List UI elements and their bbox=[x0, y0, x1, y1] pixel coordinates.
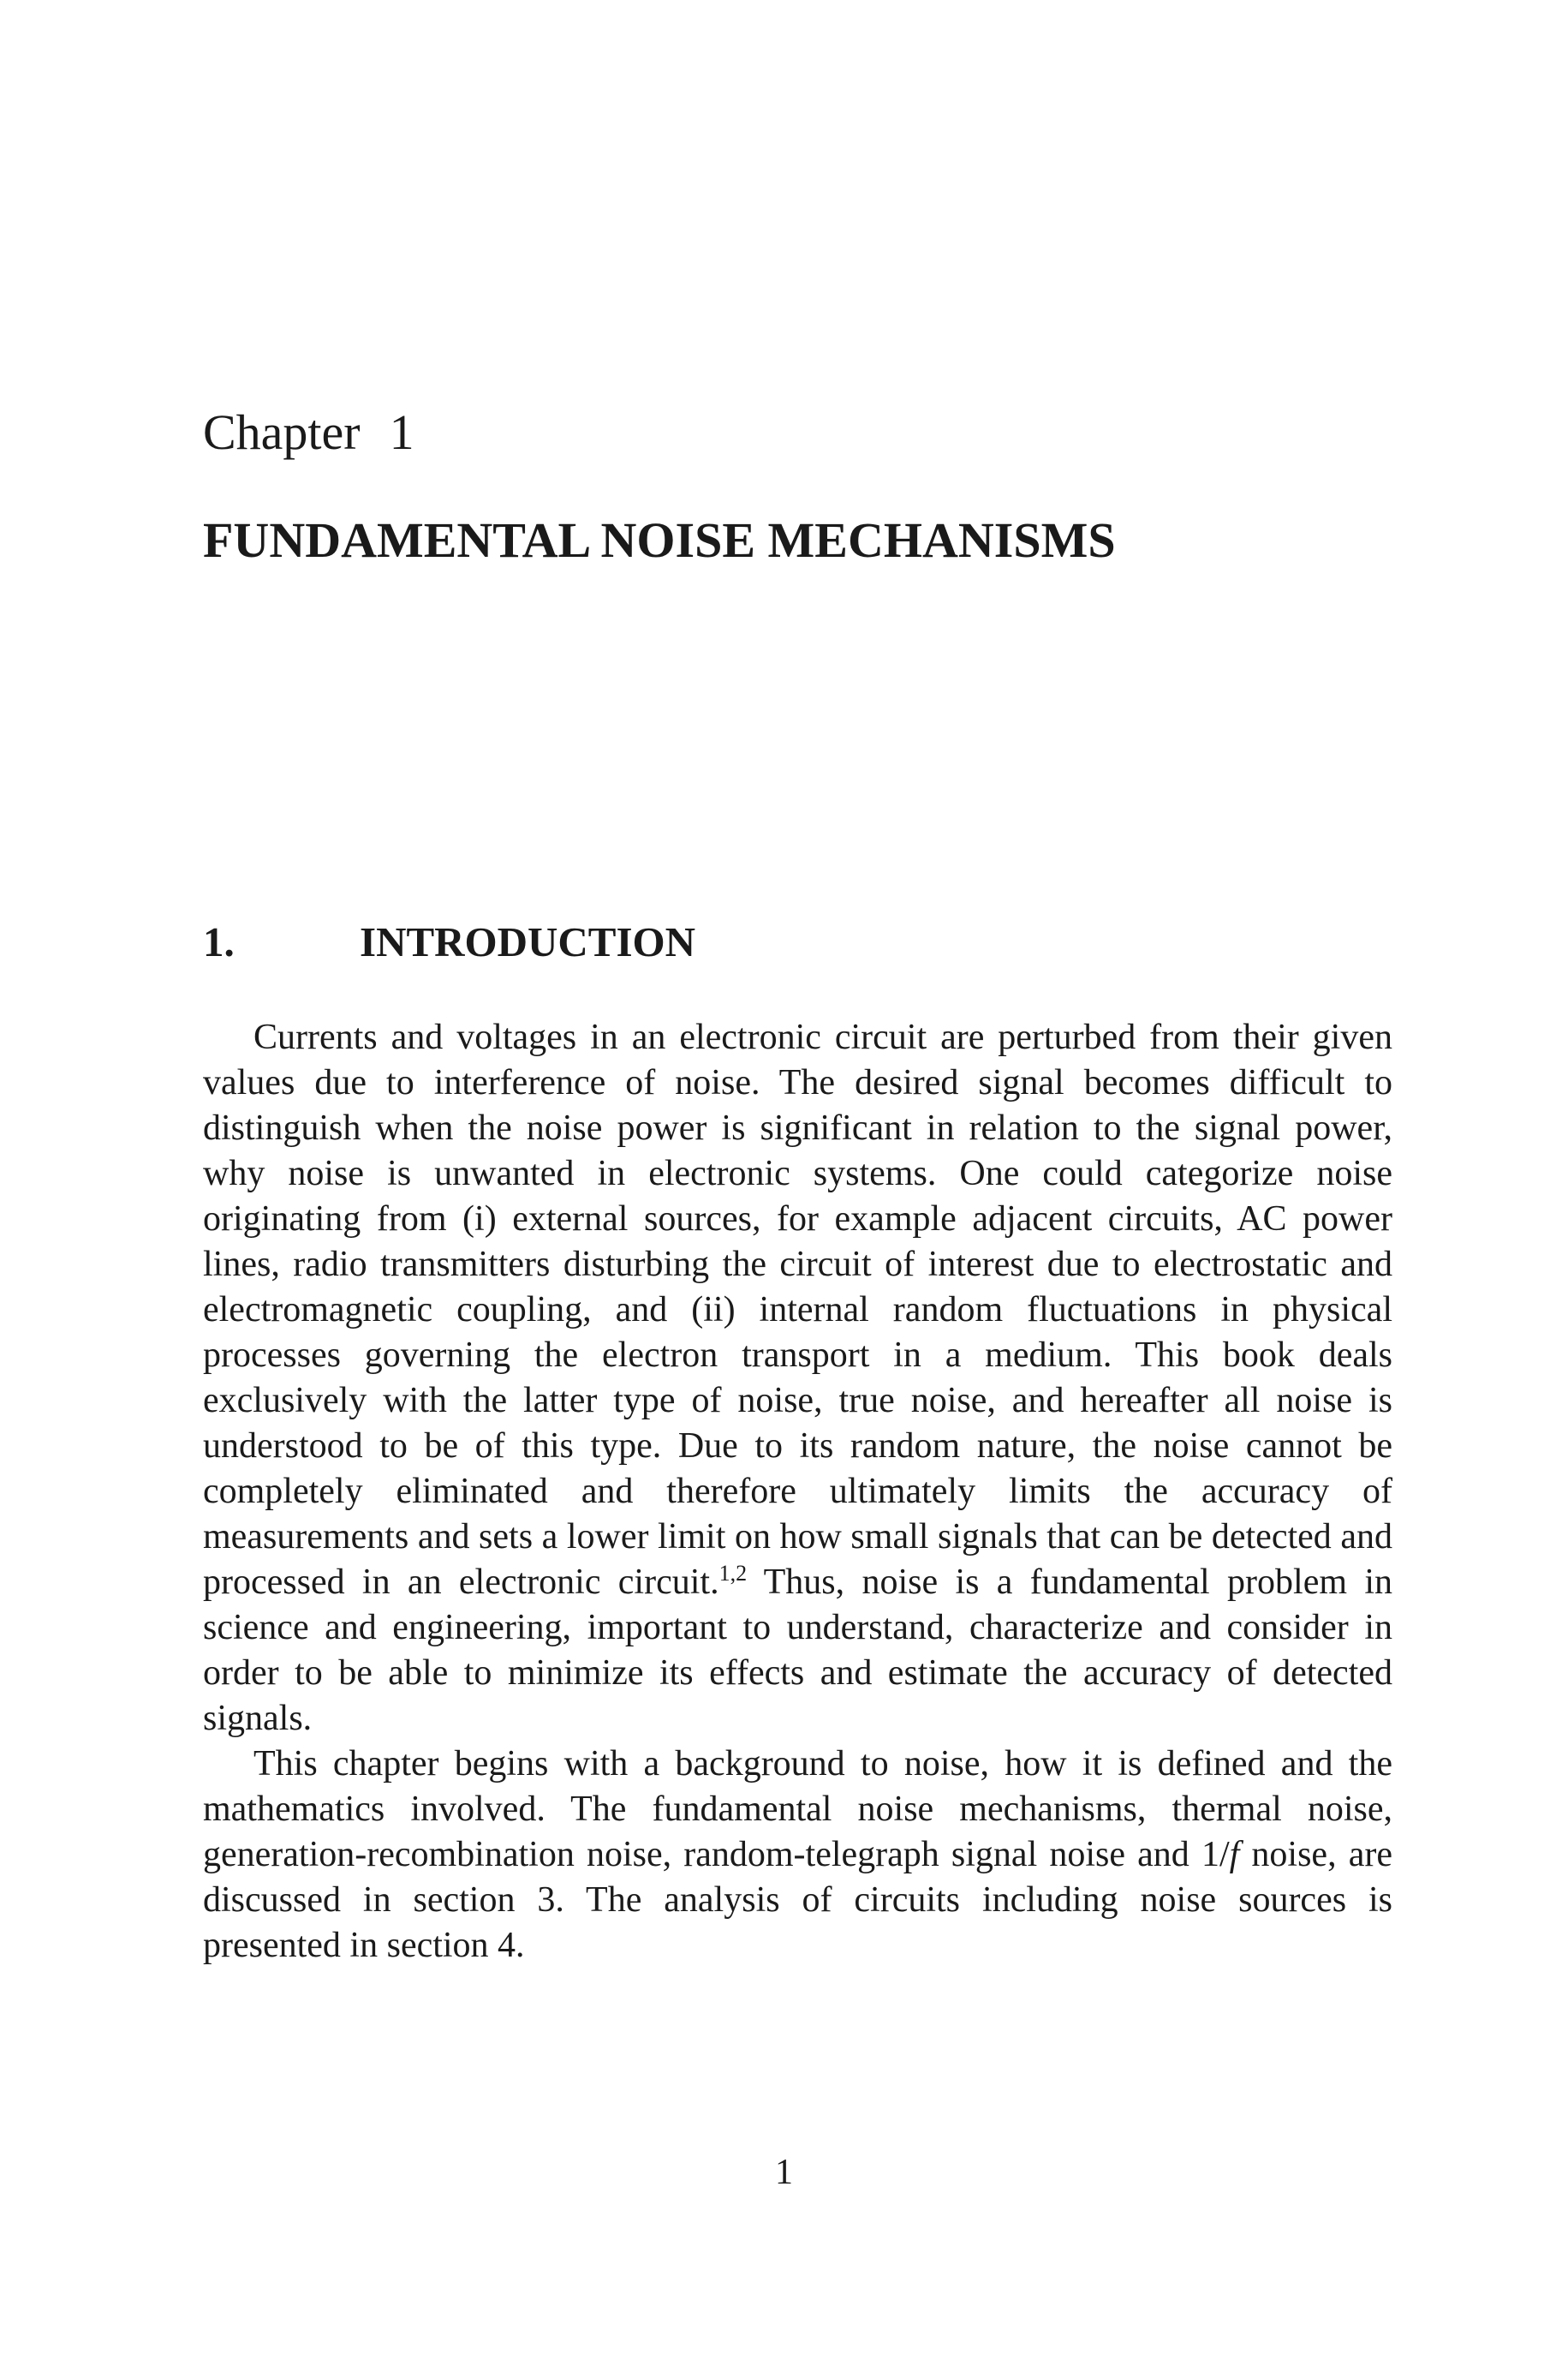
chapter-label bbox=[203, 403, 414, 463]
citation-superscript: 1,2 bbox=[718, 1561, 748, 1586]
chapter-word: Chapter bbox=[203, 404, 361, 460]
chapter-title: FUNDAMENTAL NOISE MECHANISMS bbox=[203, 512, 1116, 568]
section-title: INTRODUCTION bbox=[360, 918, 696, 965]
page-number: 1 bbox=[775, 2153, 793, 2192]
paragraph-introduction bbox=[203, 1015, 1392, 1742]
body-text bbox=[203, 1015, 1392, 1969]
paragraph-chapter-overview bbox=[203, 1742, 1392, 1969]
paragraph-text: noise, are discussed in section 3. The analysis of circuits including noise sources is presented in section 4. bbox=[203, 1835, 1392, 1965]
section-heading bbox=[203, 917, 695, 968]
paragraph-text: Currents and voltages in an electronic circuit are perturbed from their given values due to interference of noise. The desired signal becomes difficult to distinguish when the noise power is significant in relation to the signal power, why noise is unwanted in electronic systems. One could categorize noise originating from (i) external sources, for example adjacent circuits, AC power lines, radio transmitters disturbing the circuit of interest due to electrostatic and electromagnetic coupling, and (ii) internal random fluctuations in physical processes governing the electron transport in a medium. This book deals exclusively with the latter type of noise, true noise, and hereafter all noise is understood to be of this type. Due to its random nature, the noise cannot be completely eliminated and therefore ultimately limits the accuracy of measurements and sets a lower limit on how small signals that can be detected and processed in an electronic circuit. bbox=[203, 1018, 1392, 1602]
section-number: 1. bbox=[203, 918, 235, 965]
paragraph-text: Thus, noise is a fundamental problem in science and engineering, important to understand, characterize and consider in order to be able to minimize its effects and estimate the accuracy of detected signals. bbox=[203, 1562, 1392, 1738]
italic-f: f bbox=[1229, 1835, 1240, 1874]
paragraph-text: This chapter begins with a background to noise, how it is defined and the mathematics involved. The fundamental noise mechanisms, thermal noise, generation-recombination noise, random-telegraph signal noise and 1/ bbox=[203, 1744, 1392, 1874]
chapter-number: 1 bbox=[389, 404, 414, 460]
